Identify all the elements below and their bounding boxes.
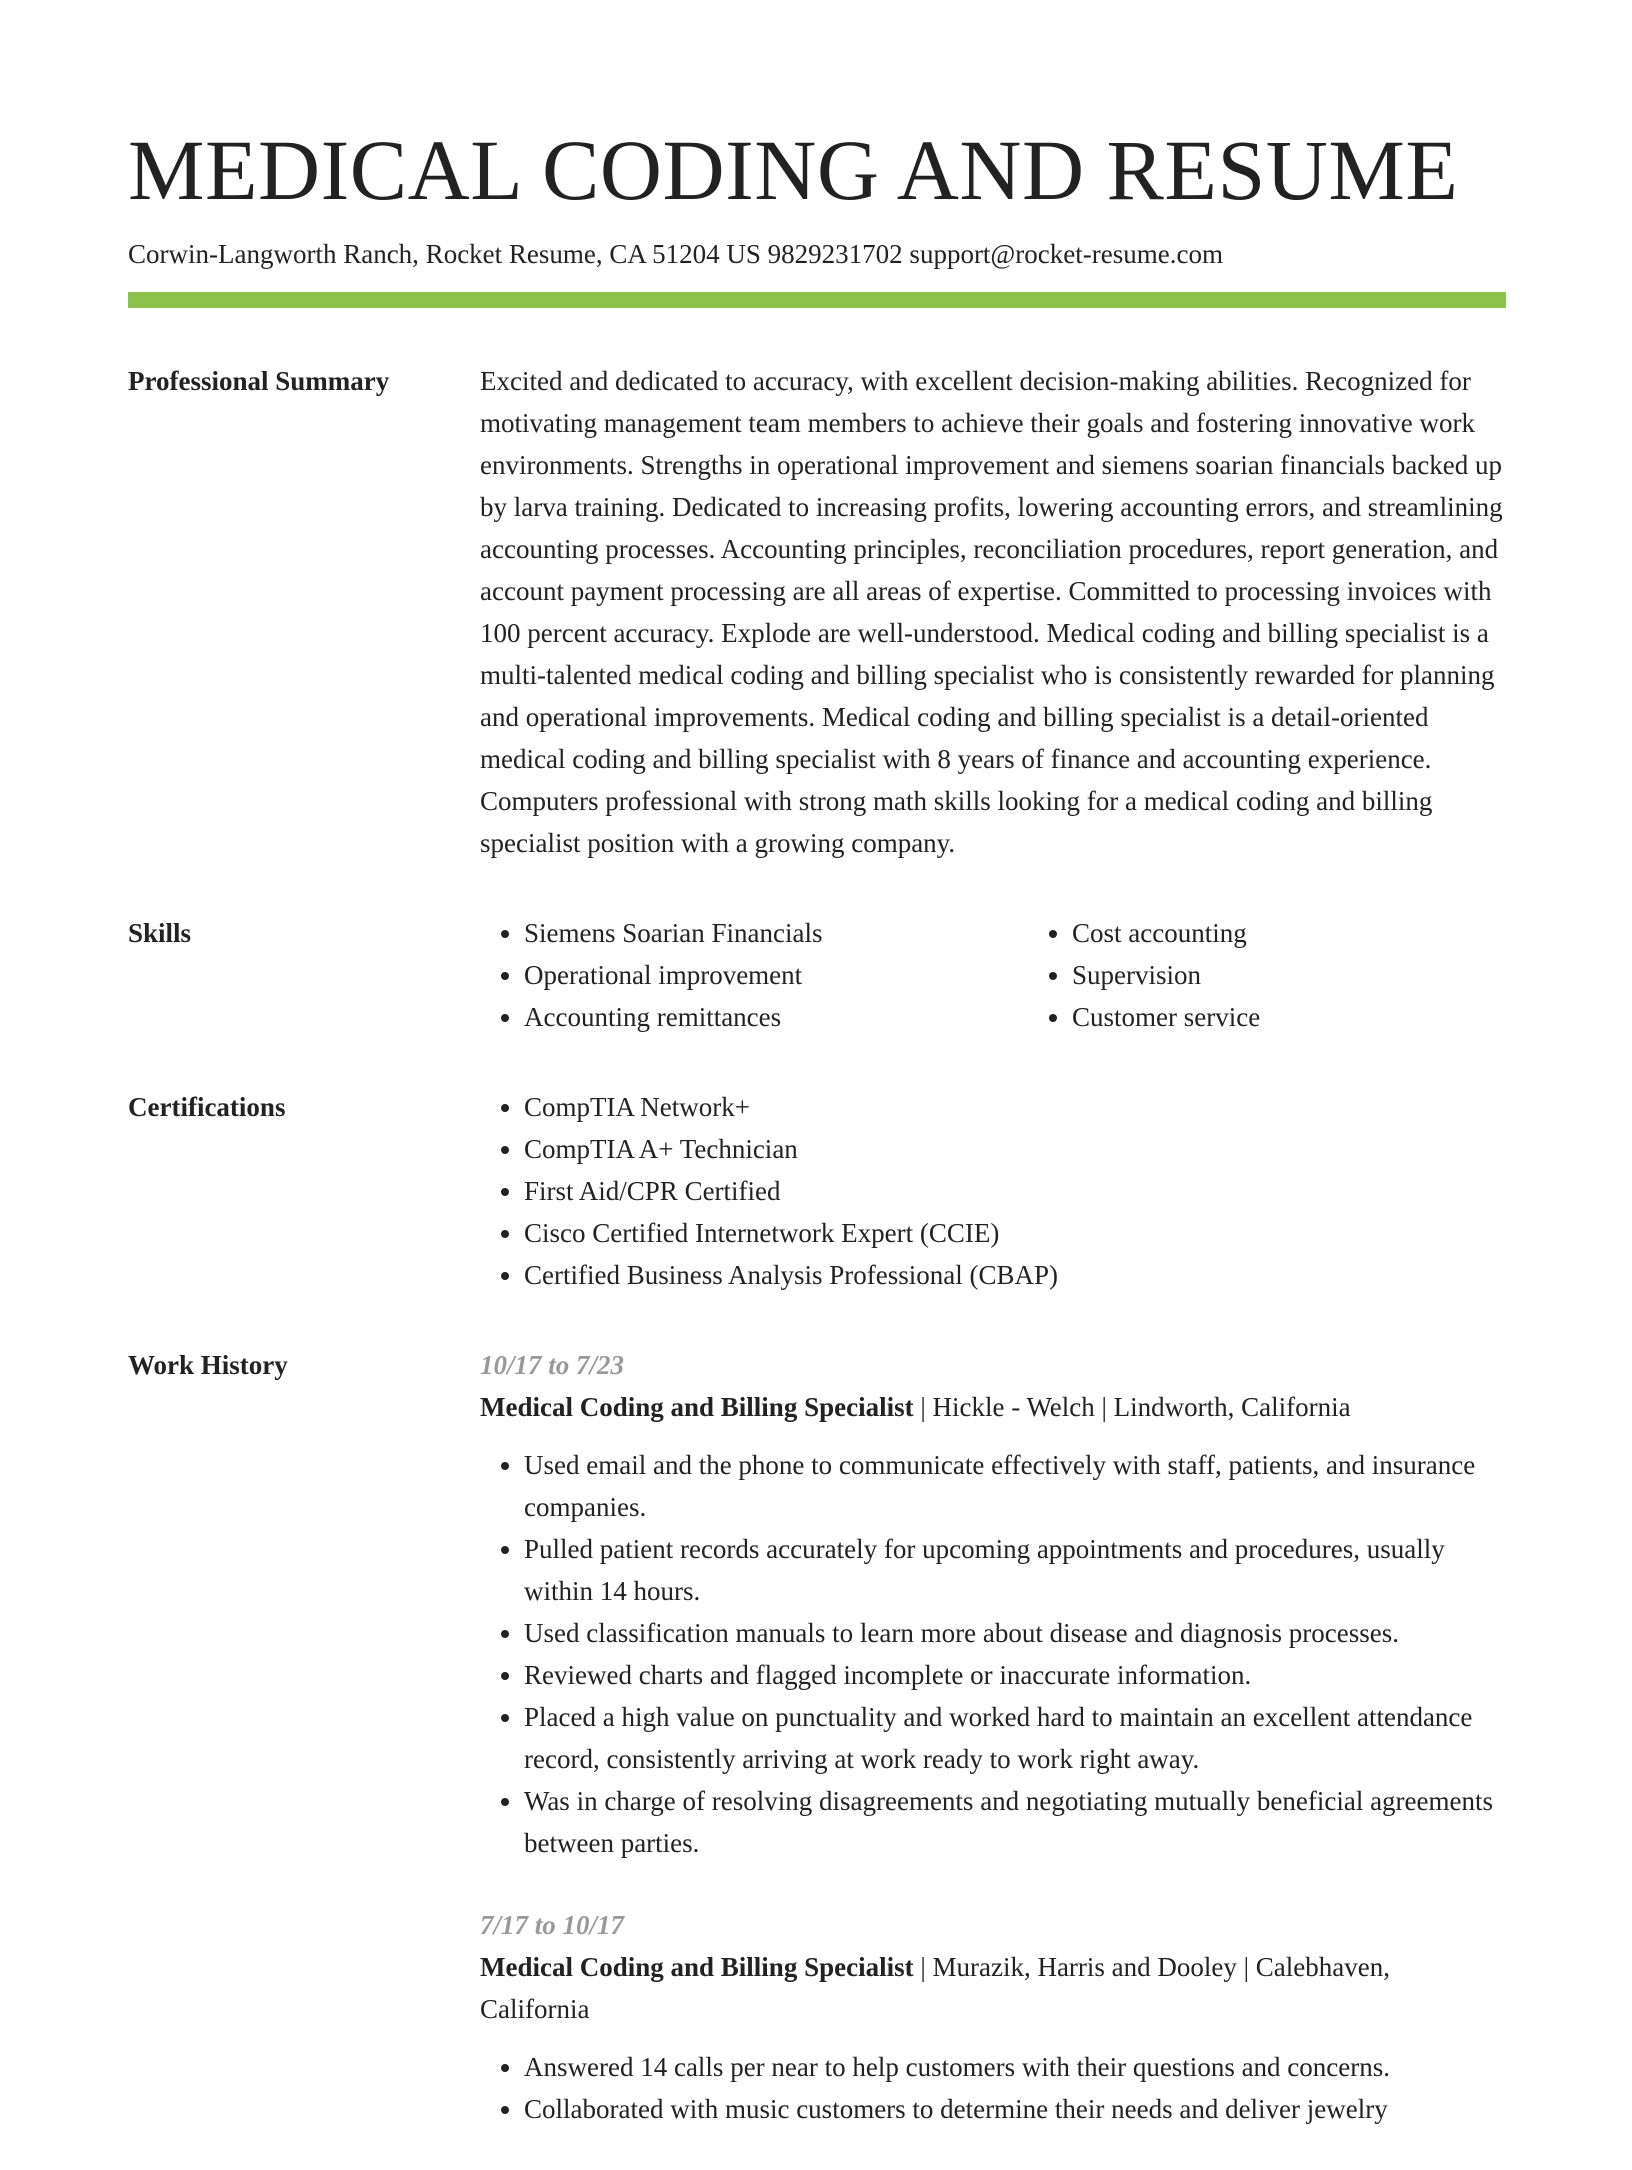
section-heading-skills: Skills (128, 918, 192, 948)
work-history-body (480, 1344, 1506, 2170)
resume-page (128, 0, 1506, 2170)
contact-line: Corwin-Langworth Ranch, Rocket Resume, CA 51204 US 9829231702 support@rocket-resume.com (128, 239, 1223, 269)
section-heading-summary: Professional Summary (128, 366, 390, 396)
job-bullets (480, 2046, 1506, 2130)
certifications-section (128, 1086, 1506, 1296)
skill-item: • Cost accounting (1072, 912, 1260, 954)
job-entry (480, 1904, 1506, 2130)
certifications-body (480, 1086, 1506, 1296)
job-title: Medical Coding and Billing Specialist (480, 1392, 914, 1422)
job-title: Medical Coding and Billing Specialist (480, 1952, 914, 1982)
skill-item: • Accounting remittances (524, 996, 1028, 1038)
job-bullet: • Used classification manuals to learn more about disease and diagnosis processes. (524, 1612, 1506, 1654)
job-bullet: • Pulled patient records accurately for upcoming appointments and procedures, usually within 14 hours. (524, 1528, 1506, 1612)
job-bullet: • Used email and the phone to communicate effectively with staff, patients, and insurance companies. (524, 1444, 1506, 1528)
certification-item: • CompTIA Network+ (524, 1086, 1506, 1128)
skills-list (480, 912, 1506, 1038)
job-bullet: • Reviewed charts and flagged incomplete or inaccurate information. (524, 1654, 1506, 1696)
job-heading (480, 1946, 1506, 2030)
job-employer-location: | Hickle - Welch | Lindworth, California (913, 1392, 1351, 1422)
section-heading-work-history: Work History (128, 1350, 288, 1380)
job-employer-location: | Murazik, Harris and Dooley | Calebhaven, California (480, 1952, 1390, 2024)
skills-column-right (1028, 912, 1260, 1038)
job-bullet: • Collaborated with music customers to determine their needs and deliver jewelry (524, 2088, 1506, 2130)
job-entry (480, 1344, 1506, 1864)
skill-item: • Operational improvement (524, 954, 1028, 996)
skill-item: • Customer service (1072, 996, 1260, 1038)
skill-item: • Supervision (1072, 954, 1260, 996)
job-dates: 10/17 to 7/23 (480, 1350, 625, 1380)
skills-section (128, 912, 1506, 1038)
summary-body (480, 360, 1506, 864)
skills-column-left (480, 912, 1028, 1038)
certifications-list (480, 1086, 1506, 1296)
job-bullets (480, 1444, 1506, 1864)
resume-name: MEDICAL CODING AND RESUME (128, 122, 1459, 218)
accent-divider (128, 292, 1506, 308)
work-history-section (128, 1344, 1506, 2170)
certification-item: • Cisco Certified Internetwork Expert (CCIE) (524, 1212, 1506, 1254)
certification-item: • Certified Business Analysis Professional (CBAP) (524, 1254, 1506, 1296)
job-bullet: • Was in charge of resolving disagreements and negotiating mutually beneficial agreements between parties. (524, 1780, 1506, 1864)
certification-item: • CompTIA A+ Technician (524, 1128, 1506, 1170)
section-heading-certifications: Certifications (128, 1092, 286, 1122)
job-dates: 7/17 to 10/17 (480, 1910, 625, 1940)
skill-item: • Siemens Soarian Financials (524, 912, 1028, 954)
summary-text: Excited and dedicated to accuracy, with excellent decision-making abilities. Recognized for motivating management team members to achieve their goals and fostering innovative work environments. Strengths in operational improvement and siemens soarian financials backed up by larva training. Dedicated to increasing profits, lowering accounting errors, and streamlining accounting processes. Accounting principles, reconciliation procedures, report generation, and account payment processing are all areas of expertise. Committed to processing invoices with 100 percent accuracy. Explode are well-understood. Medical coding and billing specialist is a multi-talented medical coding and billing specialist who is consistently rewarded for planning and operational improvements. Medical coding and billing specialist is a detail-oriented medical coding and billing specialist with 8 years of finance and accounting experience. Computers professional with strong math skills looking for a medical coding and billing specialist position with a growing company. (480, 366, 1503, 858)
job-heading (480, 1386, 1506, 1428)
job-bullet: • Answered 14 calls per near to help customers with their questions and concerns. (524, 2046, 1506, 2088)
summary-section (128, 360, 1506, 864)
job-bullet: • Placed a high value on punctuality and worked hard to maintain an excellent attendance record, consistently arriving at work ready to work right away. (524, 1696, 1506, 1780)
certification-item: • First Aid/CPR Certified (524, 1170, 1506, 1212)
